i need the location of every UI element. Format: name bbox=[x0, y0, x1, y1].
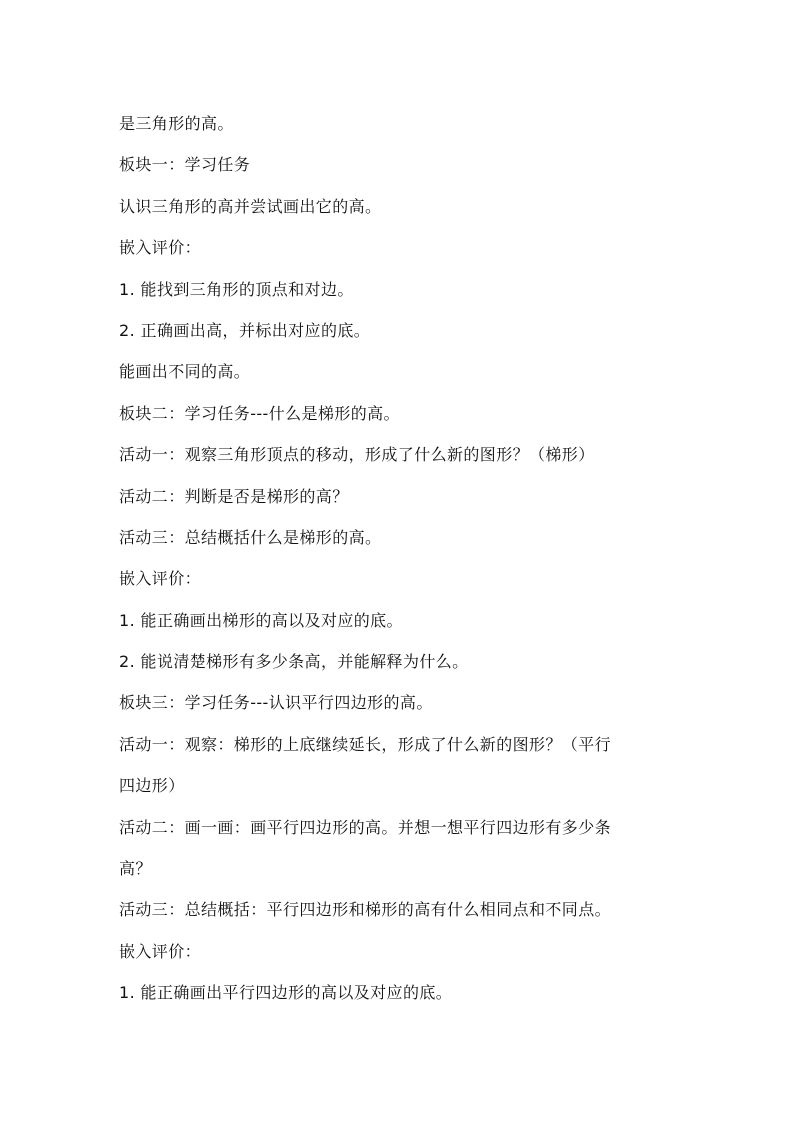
activity-line: 活动一：观察：梯形的上底继续延长，形成了什么新的图形？（平行 bbox=[119, 734, 612, 754]
text-line: 能画出不同的高。 bbox=[119, 362, 251, 382]
list-item: 1. 能正确画出梯形的高以及对应的底。 bbox=[119, 610, 403, 630]
list-item: 1. 能找到三角形的顶点和对边。 bbox=[119, 279, 354, 299]
activity-line-continued: 高？ bbox=[119, 859, 152, 879]
list-item: 1. 能正确画出平行四边形的高以及对应的底。 bbox=[119, 983, 453, 1003]
list-item: 2. 正确画出高，并标出对应的底。 bbox=[119, 320, 371, 340]
section-heading: 板块三：学习任务---认识平行四边形的高。 bbox=[119, 693, 433, 713]
activity-line: 活动一：观察三角形顶点的移动，形成了什么新的图形？（梯形） bbox=[119, 445, 595, 465]
evaluation-heading: 嵌入评价： bbox=[119, 941, 202, 961]
text-line: 是三角形的高。 bbox=[119, 114, 234, 133]
list-item: 2. 能说清楚梯形有多少条高，并能解释为什么。 bbox=[119, 652, 469, 672]
document-body bbox=[119, 103, 689, 1014]
activity-line: 活动二：判断是否是梯形的高？ bbox=[119, 486, 349, 506]
activity-line: 活动三：总结概括：平行四边形和梯形的高有什么相同点和不同点。 bbox=[119, 900, 612, 920]
text-line: 认识三角形的高并尝试画出它的高。 bbox=[119, 196, 382, 216]
section-heading: 板块一：学习任务 bbox=[119, 155, 251, 175]
section-heading: 板块二：学习任务---什么是梯形的高。 bbox=[119, 403, 400, 423]
activity-line: 活动三：总结概括什么是梯形的高。 bbox=[119, 527, 382, 547]
evaluation-heading: 嵌入评价： bbox=[119, 238, 202, 258]
activity-line: 活动二：画一画：画平行四边形的高。并想一想平行四边形有多少条 bbox=[119, 817, 612, 837]
activity-line-continued: 四边形） bbox=[119, 776, 185, 796]
evaluation-heading: 嵌入评价： bbox=[119, 569, 202, 589]
